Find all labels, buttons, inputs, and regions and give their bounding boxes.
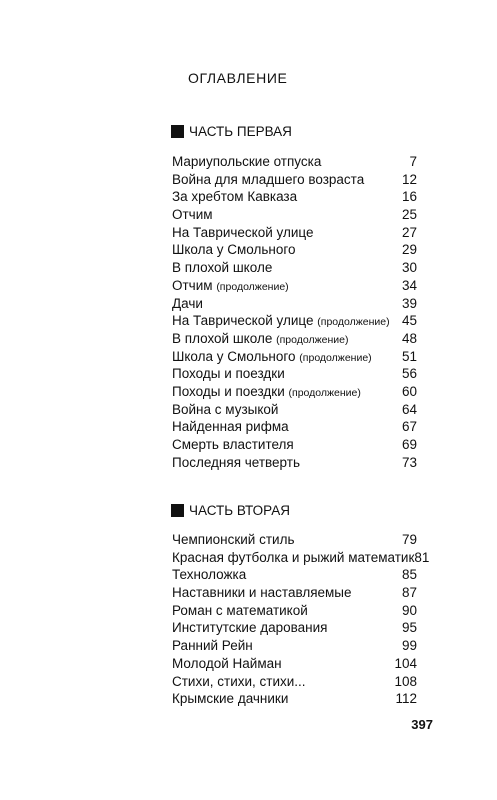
toc-entry-title <box>172 241 296 259</box>
toc-entry-title-text: На Таврической улице <box>172 224 314 240</box>
toc-entry-title <box>172 619 327 637</box>
toc-entry <box>172 531 417 549</box>
part-one-entries <box>172 153 417 471</box>
toc-entry-note: (продолжение) <box>299 351 372 364</box>
toc-entry <box>172 348 417 366</box>
toc-entry <box>172 673 417 691</box>
toc-entry-title <box>172 401 278 419</box>
toc-entry-title-text: Школа у Смольного <box>172 242 296 258</box>
toc-entry-title <box>172 295 203 313</box>
toc-entry <box>172 566 417 584</box>
toc-entry <box>172 171 417 189</box>
toc-entry <box>172 188 417 206</box>
toc-entry-title <box>172 584 352 602</box>
toc-entry-title <box>172 171 364 189</box>
toc-entry-title-text: Походы и поездки <box>172 383 285 399</box>
toc-entry-title <box>172 655 282 673</box>
toc-entry-note: (продолжение) <box>216 280 289 293</box>
toc-entry-page: 30 <box>401 260 417 276</box>
black-square-icon <box>171 504 184 517</box>
toc-entry-title-text: Война с музыкой <box>172 401 279 417</box>
toc-entry-page: 12 <box>401 171 417 187</box>
toc-entry-page: 48 <box>401 330 417 346</box>
toc-entry-title-text: Институтские дарования <box>172 620 328 636</box>
toc-entry-title <box>172 454 300 472</box>
toc-entry <box>172 602 417 620</box>
toc-entry-title <box>172 418 289 436</box>
toc-entry-title-text: В плохой школе <box>172 260 273 276</box>
toc-entry-title-text: Отчим <box>172 207 213 223</box>
toc-entry-title-text: Роман с математикой <box>172 602 308 618</box>
toc-entry-note: (продолжение) <box>276 333 349 346</box>
toc-entry-title-text: Походы и поездки <box>172 366 285 382</box>
toc-entry-title <box>172 188 297 206</box>
toc-entry <box>172 312 417 330</box>
black-square-icon <box>171 125 184 138</box>
toc-entry-title <box>172 637 253 655</box>
toc-entry-title-text: Отчим <box>172 277 213 293</box>
toc-entry <box>172 619 417 637</box>
toc-entry-title-text: Чемпионский стиль <box>172 532 295 547</box>
toc-entry-title <box>172 365 285 383</box>
toc-entry <box>172 454 417 472</box>
toc-entry-page: 73 <box>401 454 417 470</box>
toc-entry <box>172 259 417 277</box>
toc-entry-page: 29 <box>401 242 417 258</box>
toc-entry-title-text: Мариупольские отпуска <box>172 154 322 169</box>
toc-entry <box>172 549 430 567</box>
toc-entry-title-text: На Таврической улице <box>172 313 314 329</box>
part-two-entries <box>172 531 430 708</box>
part-one-heading <box>171 124 292 139</box>
toc-entry-page: 7 <box>409 154 417 169</box>
toc-entry <box>172 637 417 655</box>
toc-entry-title-text: В плохой школе <box>172 330 273 346</box>
toc-entry-title <box>172 690 288 708</box>
toc-entry-page: 104 <box>394 655 417 671</box>
toc-entry <box>172 277 417 295</box>
toc-entry-title <box>172 566 246 584</box>
toc-entry-page: 95 <box>401 620 417 636</box>
toc-entry-title-text: Техноложка <box>172 567 247 583</box>
toc-entry-title <box>172 602 308 620</box>
toc-entry-page: 27 <box>401 224 417 240</box>
toc-entry <box>172 295 417 313</box>
toc-entry-title-text: Война для младшего возраста <box>172 171 365 187</box>
toc-entry-page: 99 <box>401 638 417 654</box>
toc-entry <box>172 655 417 673</box>
toc-entry <box>172 418 417 436</box>
toc-entry-page: 69 <box>401 437 417 452</box>
toc-entry-title-text: Смерть властителя <box>172 437 294 452</box>
toc-entry-title-text: Ранний Рейн <box>172 638 253 654</box>
toc-entry <box>172 690 417 708</box>
toc-entry-page: 108 <box>394 673 417 689</box>
toc-entry-page: 81 <box>414 549 430 565</box>
toc-entry-title-text: За хребтом Кавказа <box>172 189 298 205</box>
toc-title: ОГЛАВЛЕНИЕ <box>188 70 288 86</box>
toc-entry-page: 56 <box>401 366 417 382</box>
toc-entry-title <box>172 206 213 224</box>
toc-entry-title <box>172 153 321 171</box>
toc-entry-title <box>172 531 294 549</box>
toc-entry-page: 67 <box>401 419 417 435</box>
toc-entry-page: 34 <box>401 277 417 293</box>
toc-entry-title-text: Наставники и наставляемые <box>172 585 352 601</box>
page-number: 397 <box>411 717 433 732</box>
toc-entry <box>172 365 417 383</box>
toc-entry <box>172 401 417 419</box>
toc-entry-title-text: Стихи, стихи, стихи... <box>172 673 306 689</box>
toc-entry <box>172 153 417 171</box>
toc-entry-title-text: Красная футболка и рыжий математик <box>172 549 415 565</box>
toc-entry <box>172 330 417 348</box>
toc-entry <box>172 241 417 259</box>
toc-entry <box>172 206 417 224</box>
toc-entry-title <box>172 549 414 567</box>
toc-entry-title <box>172 224 314 242</box>
toc-entry-title <box>172 436 294 454</box>
toc-entry-note: (продолжение) <box>288 386 361 399</box>
toc-entry-note: (продолжение) <box>317 316 390 329</box>
toc-entry-page: 79 <box>401 532 417 547</box>
toc-entry-title-text: Молодой Найман <box>172 655 282 671</box>
toc-entry <box>172 383 417 401</box>
toc-entry-title-text: Последняя четверть <box>172 454 300 470</box>
toc-entry-title-text: Найденная рифма <box>172 419 289 435</box>
part-two-heading <box>171 503 290 518</box>
toc-entry-page: 51 <box>401 348 417 364</box>
toc-entry <box>172 584 417 602</box>
toc-entry-page: 16 <box>401 189 417 205</box>
toc-entry-page: 39 <box>401 295 417 311</box>
part-heading-label: ЧАСТЬ ВТОРАЯ <box>189 503 290 518</box>
toc-entry <box>172 224 417 242</box>
toc-entry-page: 112 <box>395 691 417 707</box>
toc-entry-page: 87 <box>401 585 417 601</box>
toc-entry <box>172 436 417 454</box>
toc-entry-title-text: Крымские дачники <box>172 691 289 707</box>
toc-entry-page: 85 <box>401 567 417 583</box>
toc-entry-page: 45 <box>401 313 417 329</box>
toc-entry-title-text: Дачи <box>172 295 203 311</box>
toc-entry-title <box>172 259 272 277</box>
toc-entry-title <box>172 673 306 691</box>
toc-entry-title-text: Школа у Смольного <box>172 348 296 364</box>
toc-entry-page: 90 <box>401 602 417 618</box>
toc-entry-page: 25 <box>401 207 417 223</box>
part-heading-label: ЧАСТЬ ПЕРВАЯ <box>189 124 292 139</box>
toc-entry-page: 64 <box>401 401 417 417</box>
toc-entry-page: 60 <box>401 383 417 399</box>
